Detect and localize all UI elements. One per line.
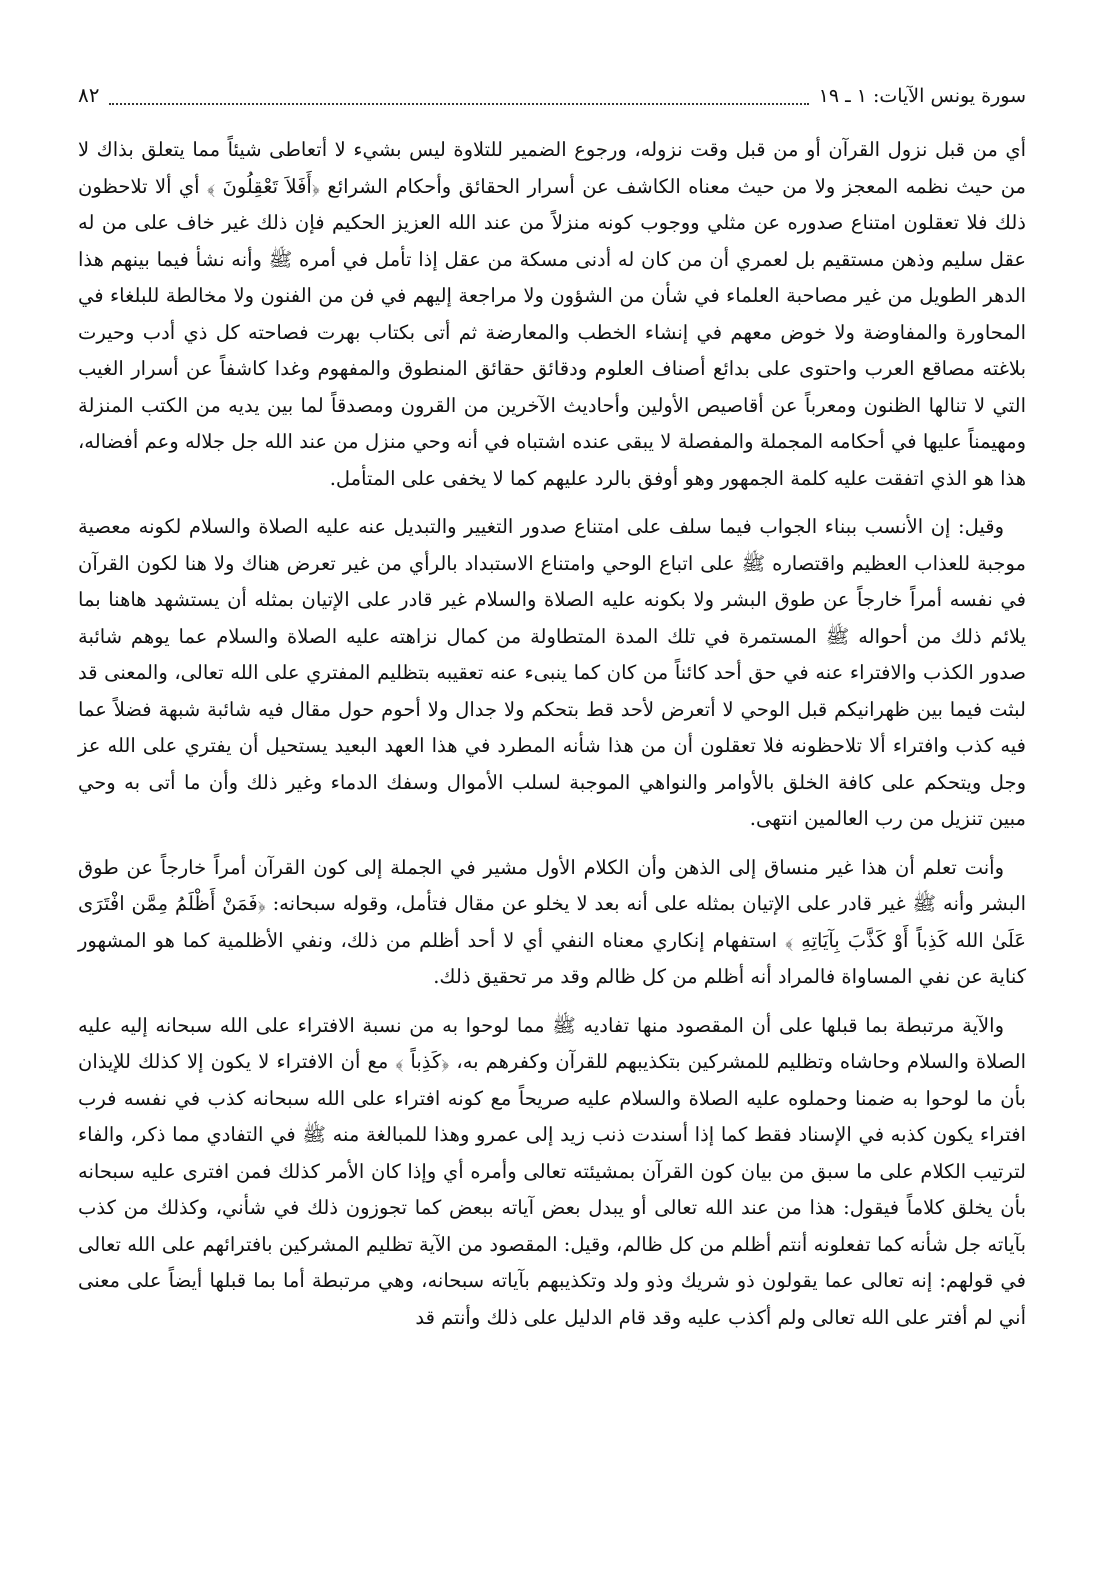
- paragraph-3: وأنت تعلم أن هذا غير منساق إلى الذهن وأن الكلام الأول مشير في الجملة إلى كون القرآن أمراً خارجاً عن طوق البشر وأنه ﷺ غير قادر على الإتيان بمثله على أنه بعد لا يخلو عن مقال فتأمل، وقوله سبحانه: ﴿فَمَنْ أَظْلَمُ مِمَّن افْتَرَى عَلَىٰ الله كَذِباً أَوْ كَذَّبَ بِآيَاتِهِ ﴾ استفهام إنكاري معناه النفي أي لا أحد أظلم من ذلك، ونفي الأظلمية كما هو المشهور كناية عن نفي المساواة فالمراد أنه أظلم من كل ظالم وقد مر تحقيق ذلك.: [78, 855, 1026, 988]
- header-dot-leader: [109, 85, 808, 105]
- running-header: [78, 78, 1026, 118]
- paragraph-2: وقيل: إن الأنسب ببناء الجواب فيما سلف على امتناع صدور التغيير والتبديل عنه عليه الصلاة والسلام لكونه معصية موجبة للعذاب العظيم واقتصاره ﷺ على اتباع الوحي وامتناع الاستبداد بالرأي من غير تعرض هناك ولا هنا لكون القرآن في نفسه أمراً خارجاً عن طوق البشر ولا بكونه عليه الصلاة والسلام غير قادر على الإتيان بمثله أن يستشهد هاهنا بما يلائم ذلك من أحواله ﷺ المستمرة في تلك المدة المتطاولة من كمال نزاهته عليه الصلاة والسلام عما يوهم شائبة صدور الكذب والافتراء عنه في حق أحد كائناً من كان كما ينبىء عنه تعقيبه بتظليم المفتري على الله تعالى، والمعنى قد لبثت فيما بين ظهرانيكم قبل الوحي لا أتعرض لأحد قط بتحكم ولا جدال ولا أحوم حول مقال فيه شائبة شبهة فضلاً عما فيه كذب وافتراء ألا تلاحظونه فلا تعقلون أن من هذا شأنه المطرد في هذا العهد البعيد يستحيل أن يفتري على الله عز وجل ويتحكم على كافة الخلق بالأوامر والنواهي الموجبة لسلب الأموال وسفك الدماء وغير ذلك وأن ما أتى به وحي مبين تنزيل من رب العالمين انتهى.: [78, 515, 1026, 830]
- page: [78, 78, 1026, 1348]
- header-title: سورة يونس الآيات: ١ ـ ١٩: [818, 85, 1026, 107]
- paragraph-4: والآية مرتبطة بما قبلها على أن المقصود منها تفاديه ﷺ مما لوحوا به من نسبة الافتراء على الله سبحانه إليه عليه الصلاة والسلام وحاشاه وتظليم للمشركين بتكذيبهم للقرآن وكفرهم به، ﴿كَذِباً ﴾ مع أن الافتراء لا يكون إلا كذلك للإيذان بأن ما لوحوا به ضمنا وحملوه عليه الصلاة والسلام عليه صريحاً مع كونه افتراء على الله سبحانه كذب في نفسه فرب افتراء يكون كذبه في الإسناد فقط كما إذا أسندت ذنب زيد إلى عمرو وهذا للمبالغة منه ﷺ في التفادي مما ذكر، والفاء لترتيب الكلام على ما سبق من بيان كون القرآن بمشيئته تعالى وأمره أي وإذا كان الأمر كذلك فمن افترى عليه سبحانه بأن يخلق كلاماً فيقول: هذا من عند الله تعالى أو يبدل بعض آياته ببعض كما تجوزون ذلك في شأني، وكذلك من كذب بآياته جل شأنه كما تفعلونه أنتم أظلم من كل ظالم، وقيل: المقصود من الآية تظليم المشركين بافترائهم على الله تعالى في قولهم: إنه تعالى عما يقولون ذو شريك وذو ولد وتكذيبهم بآياته سبحانه، وهي مرتبطة أما بما قبلها أيضاً على معنى أني لم أفتر على الله تعالى ولم أكذب عليه وقد قام الدليل على ذلك وأنتم قد: [78, 1013, 1026, 1329]
- page-number: ٨٢: [78, 83, 100, 107]
- body-text: [78, 132, 1026, 1336]
- paragraph-1: أي من قبل نزول القرآن أو من قبل وقت نزوله، ورجوع الضمير للتلاوة ليس بشيء لا أتعاطى شيئاً مما يتعلق بذاك لا من حيث نظمه المعجز ولا من حيث معناه الكاشف عن أسرار الحقائق وأحكام الشرائع ﴿أَفَلاَ تَعْقِلُونَ ﴾ أي ألا تلاحظون ذلك فلا تعقلون امتناع صدوره عن مثلي ووجوب كونه منزلاً من عند الله العزيز الحكيم فإن ذلك غير خاف على من له عقل سليم وذهن مستقيم بل لعمري أن من كان له أدنى مسكة من عقل إذا تأمل في أمره ﷺ وأنه نشأ فيما بينهم هذا الدهر الطويل من غير مصاحبة العلماء في شأن من الشؤون ولا مراجعة إليهم في فن من الفنون ولا مخالطة للبلغاء في المحاورة والمفاوضة ولا خوض معهم في إنشاء الخطب والمعارضة ثم أتى بكتاب بهرت فصاحته كل ذي أدب وحيرت بلاغته مصاقع العرب واحتوى على بدائع أصناف العلوم ودقائق حقائق المنطوق والمفهوم وغدا كاشفاً عن أسرار الغيب التي لا تنالها الظنون ومعرباً عن أقاصيص الأولين وأحاديث الآخرين من القرون ومصدقاً لما بين يديه من الكتب المنزلة ومهيمناً عليها في أحكامه المجملة والمفصلة لا يبقى عنده اشتباه في أنه وحي منزل من عند الله جل جلاله وعم أفضاله، هذا هو الذي اتفقت عليه كلمة الجمهور وهو أوفق بالرد عليهم كما لا يخفى على المتأمل.: [78, 138, 1026, 490]
